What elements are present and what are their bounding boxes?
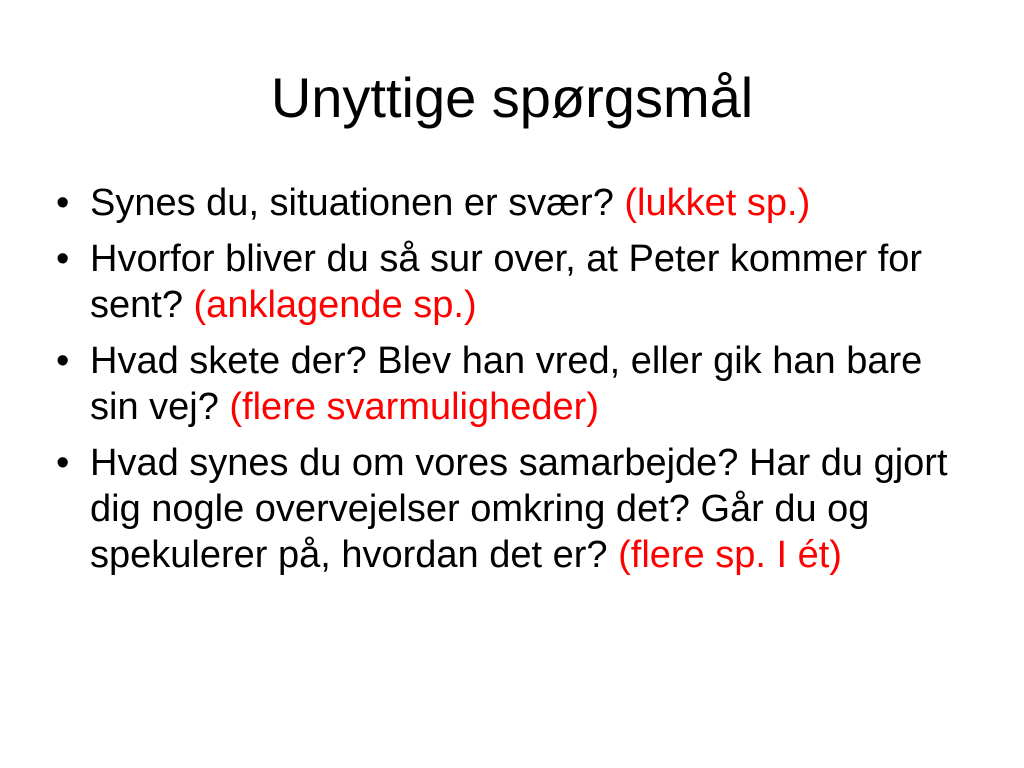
bullet-item [52, 440, 972, 578]
bullet-note: (lukket sp.) [624, 182, 811, 224]
bullet-text: Synes du, situationen er svær? [90, 182, 614, 224]
bullet-text: Hvad skete der? Blev han vred, eller gik han bare sin vej? [90, 340, 923, 428]
bullet-icon: • [56, 238, 70, 280]
bullet-item [52, 236, 972, 328]
bullet-icon: • [56, 442, 70, 484]
bullet-icon: • [56, 340, 70, 382]
bullet-text: Hvad synes du om vores samarbejde? Har du gjort dig nogle overvejelser omkring det? Går du og spekulerer på, hvordan det er? [90, 442, 948, 576]
bullet-text: Hvorfor bliver du så sur over, at Peter kommer for sent? [90, 238, 923, 326]
bullet-icon: • [56, 182, 70, 224]
slide-title: Unyttige spørgsmål [270, 66, 754, 129]
bullet-list [52, 180, 972, 588]
bullet-item [52, 180, 972, 226]
bullet-note: (anklagende sp.) [193, 284, 477, 326]
bullet-note: (flere svarmuligheder) [229, 386, 599, 428]
bullet-note: (flere sp. I ét) [618, 534, 842, 576]
bullet-item [52, 338, 972, 430]
